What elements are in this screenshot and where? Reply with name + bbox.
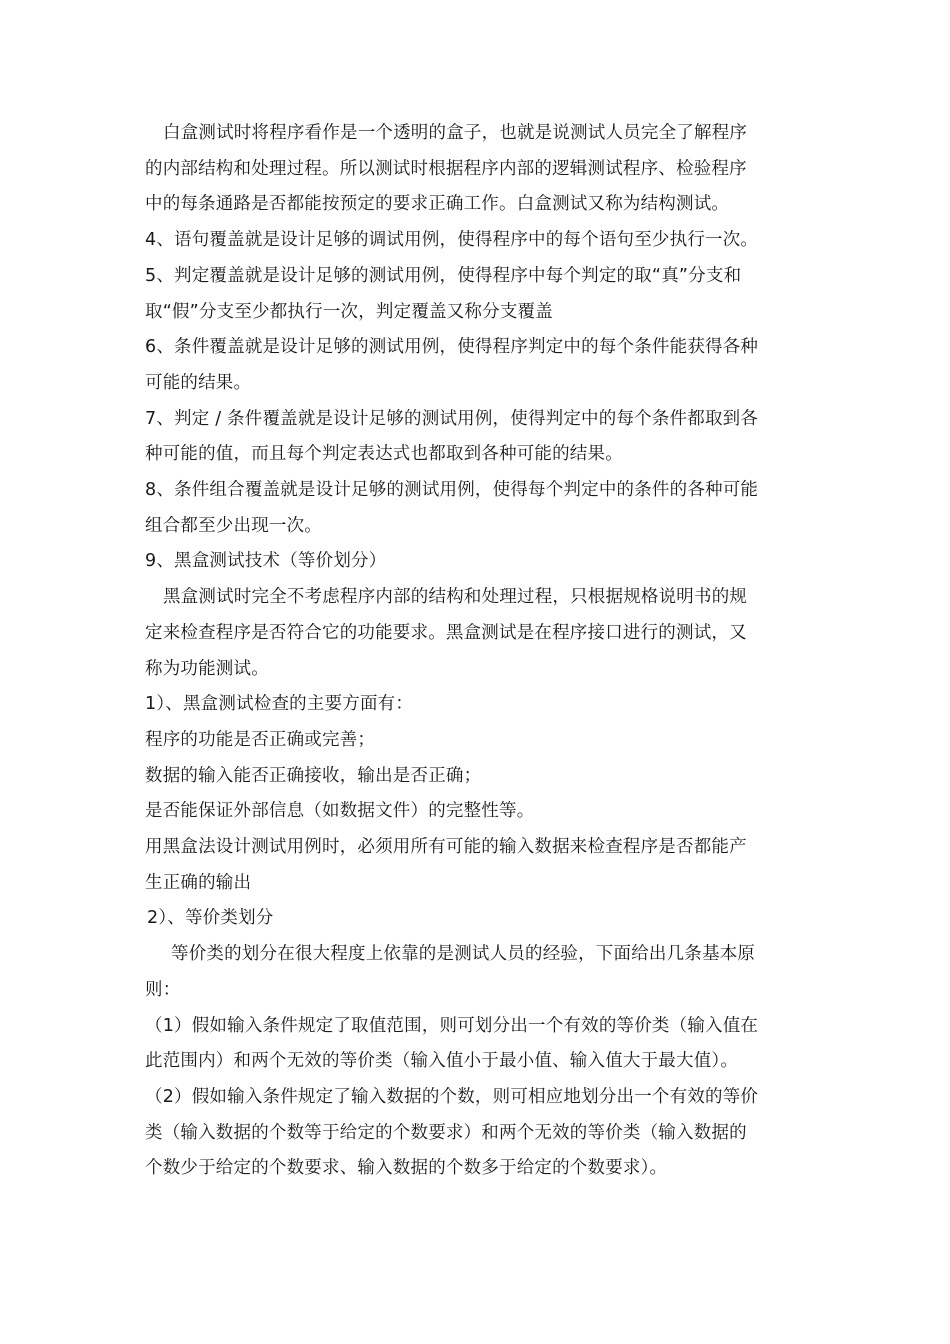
subheading-equivalence-partitioning: 2）、等价类划分 [147,908,274,929]
paragraph-line: 此范围内）和两个无效的等价类（输入值小于最小值、输入值大于最大值）。 [145,1051,739,1072]
paragraph-line: 种可能的值，而且每个判定表达式也都取到各种可能的结果。 [145,444,623,465]
section-heading-black-box: 9、黑盒测试技术（等价划分） [145,551,387,572]
paragraph-line: 定来检查程序是否符合它的功能要求。黑盒测试是在程序接口进行的测试，又 [145,622,747,643]
item-statement-coverage: 4、语句覆盖就是设计足够的调试用例，使得程序中的每个语句至少执行一次。 [145,230,759,251]
paragraph-black-box-intro: 黑盒测试时完全不考虑程序内部的结构和处理过程，只根据规格说明书的规 [163,587,748,608]
item-decision-condition-coverage: 7、判定 / 条件覆盖就是设计足够的测试用例，使得判定中的每个条件都取到各 [145,408,759,429]
paragraph-line: 组合都至少出现一次。 [145,515,322,536]
document-body [145,116,810,1187]
paragraph-equivalence-intro: 等价类的划分在很大程度上依靠的是测试人员的经验，下面给出几条基本原 [171,944,756,965]
check-item: 是否能保证外部信息（如数据文件）的完整性等。 [145,801,535,822]
paragraph-line: 取“假”分支至少都执行一次，判定覆盖又称分支覆盖 [145,301,553,322]
paragraph-line: 称为功能测试。 [145,658,269,679]
paragraph-line: 可能的结果。 [145,372,252,393]
paragraph-line: 用黑盒法设计测试用例时，必须用所有可能的输入数据来检查程序是否都能产 [145,837,747,858]
paragraph-line: 则： [145,979,181,1000]
check-item: 程序的功能是否正确或完善； [145,729,376,750]
paragraph-line: 个数少于给定的个数要求、输入数据的个数多于给定的个数要求）。 [145,1158,668,1179]
paragraph-line: 类（输入数据的个数等于给定的个数要求）和两个无效的等价类（输入数据的 [145,1122,747,1143]
item-condition-coverage: 6、条件覆盖就是设计足够的测试用例，使得程序判定中的每个条件能获得各种 [145,337,759,358]
subheading-black-box-checks: 1）、黑盒测试检查的主要方面有： [145,694,414,715]
paragraph-line: 的内部结构和处理过程。所以测试时根据程序内部的逻辑测试程序、检验程序 [145,158,747,179]
paragraph-line: 中的每条通路是否都能按预定的要求正确工作。白盒测试又称为结构测试。 [145,194,730,215]
paragraph-white-box-intro: 白盒测试时将程序看作是一个透明的盒子，也就是说测试人员完全了解程序 [163,123,748,143]
item-condition-combination-coverage: 8、条件组合覆盖就是设计足够的测试用例，使得每个判定中的条件的各种可能 [145,480,759,501]
paragraph-line: 生正确的输出 [145,872,252,893]
rule-item-2: （2）假如输入条件规定了输入数据的个数，则可相应地划分出一个有效的等价 [145,1086,759,1107]
item-decision-coverage: 5、判定覆盖就是设计足够的测试用例，使得程序中每个判定的取“真”分支和 [145,265,742,286]
check-item: 数据的输入能否正确接收，输出是否正确； [145,765,482,786]
rule-item-1: （1）假如输入条件规定了取值范围，则可划分出一个有效的等价类（输入值在 [145,1015,759,1036]
